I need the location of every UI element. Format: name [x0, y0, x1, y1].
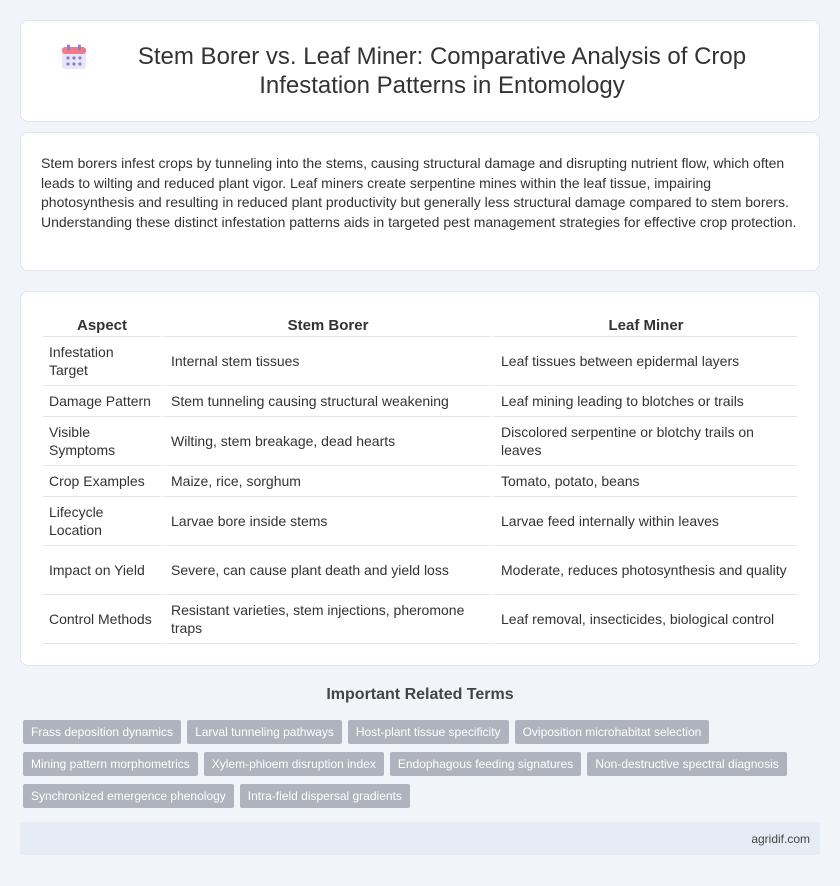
related-terms-heading: Important Related Terms: [326, 686, 514, 703]
table-row: [43, 595, 797, 644]
intro-card: [20, 132, 820, 271]
page-title: Stem Borer vs. Leaf Miner: Comparative Analysis of Crop Infestation Patterns in Entomology: [137, 43, 747, 99]
related-terms-list: [23, 720, 823, 816]
row-leaf-miner: Leaf mining leading to blotches or trails: [491, 386, 797, 417]
column-header-aspect: Aspect: [43, 313, 161, 337]
comparison-card: [20, 291, 820, 666]
row-aspect: Lifecycle Location: [43, 497, 161, 546]
term-tag[interactable]: Mining pattern morphometrics: [23, 752, 198, 776]
row-stem-borer: Maize, rice, sorghum: [161, 466, 491, 497]
table-row: [43, 466, 797, 497]
row-stem-borer: Resistant varieties, stem injections, pheromone traps: [161, 595, 491, 644]
table-row: [43, 546, 797, 595]
row-leaf-miner: Leaf tissues between epidermal layers: [491, 337, 797, 386]
table-header-row: [43, 313, 797, 337]
column-header-stem-borer: Stem Borer: [161, 313, 491, 337]
row-stem-borer: Internal stem tissues: [161, 337, 491, 386]
term-tag[interactable]: Oviposition microhabitat selection: [515, 720, 710, 744]
intro-text: Stem borers infest crops by tunneling into the stems, causing structural damage and disrupting nutrient flow, which often leads to wilting and reduced plant vigor. Leaf miners create serpentine mines within the leaf tissue, impairing photosynthesis and resulting in reduced plant productivity but generally less structural damage compared to stem borers. Understanding these distinct infestation patterns aids in targeted pest management strategies for effective crop protection.: [41, 155, 797, 230]
row-stem-borer: Larvae bore inside stems: [161, 497, 491, 546]
term-tag[interactable]: Non-destructive spectral diagnosis: [587, 752, 786, 776]
row-stem-borer: Wilting, stem breakage, dead hearts: [161, 417, 491, 466]
term-tag[interactable]: Larval tunneling pathways: [187, 720, 342, 744]
row-aspect: Control Methods: [43, 595, 161, 644]
row-aspect: Crop Examples: [43, 466, 161, 497]
row-leaf-miner: Tomato, potato, beans: [491, 466, 797, 497]
row-leaf-miner: Discolored serpentine or blotchy trails on leaves: [491, 417, 797, 466]
footer-site-link[interactable]: agridif.com: [751, 831, 810, 846]
row-aspect: Infestation Target: [43, 337, 161, 386]
footer: [20, 822, 820, 855]
row-aspect: Impact on Yield: [43, 546, 161, 595]
comparison-table: [43, 313, 797, 644]
header-card: [20, 20, 820, 122]
table-row: [43, 337, 797, 386]
table-row: [43, 497, 797, 546]
term-tag[interactable]: Xylem-phloem disruption index: [204, 752, 384, 776]
row-leaf-miner: Moderate, reduces photosynthesis and quality: [491, 546, 797, 595]
table-row: [43, 386, 797, 417]
row-stem-borer: Severe, can cause plant death and yield loss: [161, 546, 491, 595]
header: [21, 42, 819, 100]
row-aspect: Damage Pattern: [43, 386, 161, 417]
term-tag[interactable]: Host-plant tissue specificity: [348, 720, 509, 744]
term-tag[interactable]: Intra-field dispersal gradients: [240, 784, 410, 808]
table-row: [43, 417, 797, 466]
calendar-icon: [61, 44, 87, 70]
term-tag[interactable]: Frass deposition dynamics: [23, 720, 181, 744]
term-tag[interactable]: Synchronized emergence phenology: [23, 784, 234, 808]
column-header-leaf-miner: Leaf Miner: [491, 313, 797, 337]
row-leaf-miner: Larvae feed internally within leaves: [491, 497, 797, 546]
term-tag[interactable]: Endophagous feeding signatures: [390, 752, 581, 776]
row-stem-borer: Stem tunneling causing structural weakening: [161, 386, 491, 417]
row-leaf-miner: Leaf removal, insecticides, biological control: [491, 595, 797, 644]
row-aspect: Visible Symptoms: [43, 417, 161, 466]
